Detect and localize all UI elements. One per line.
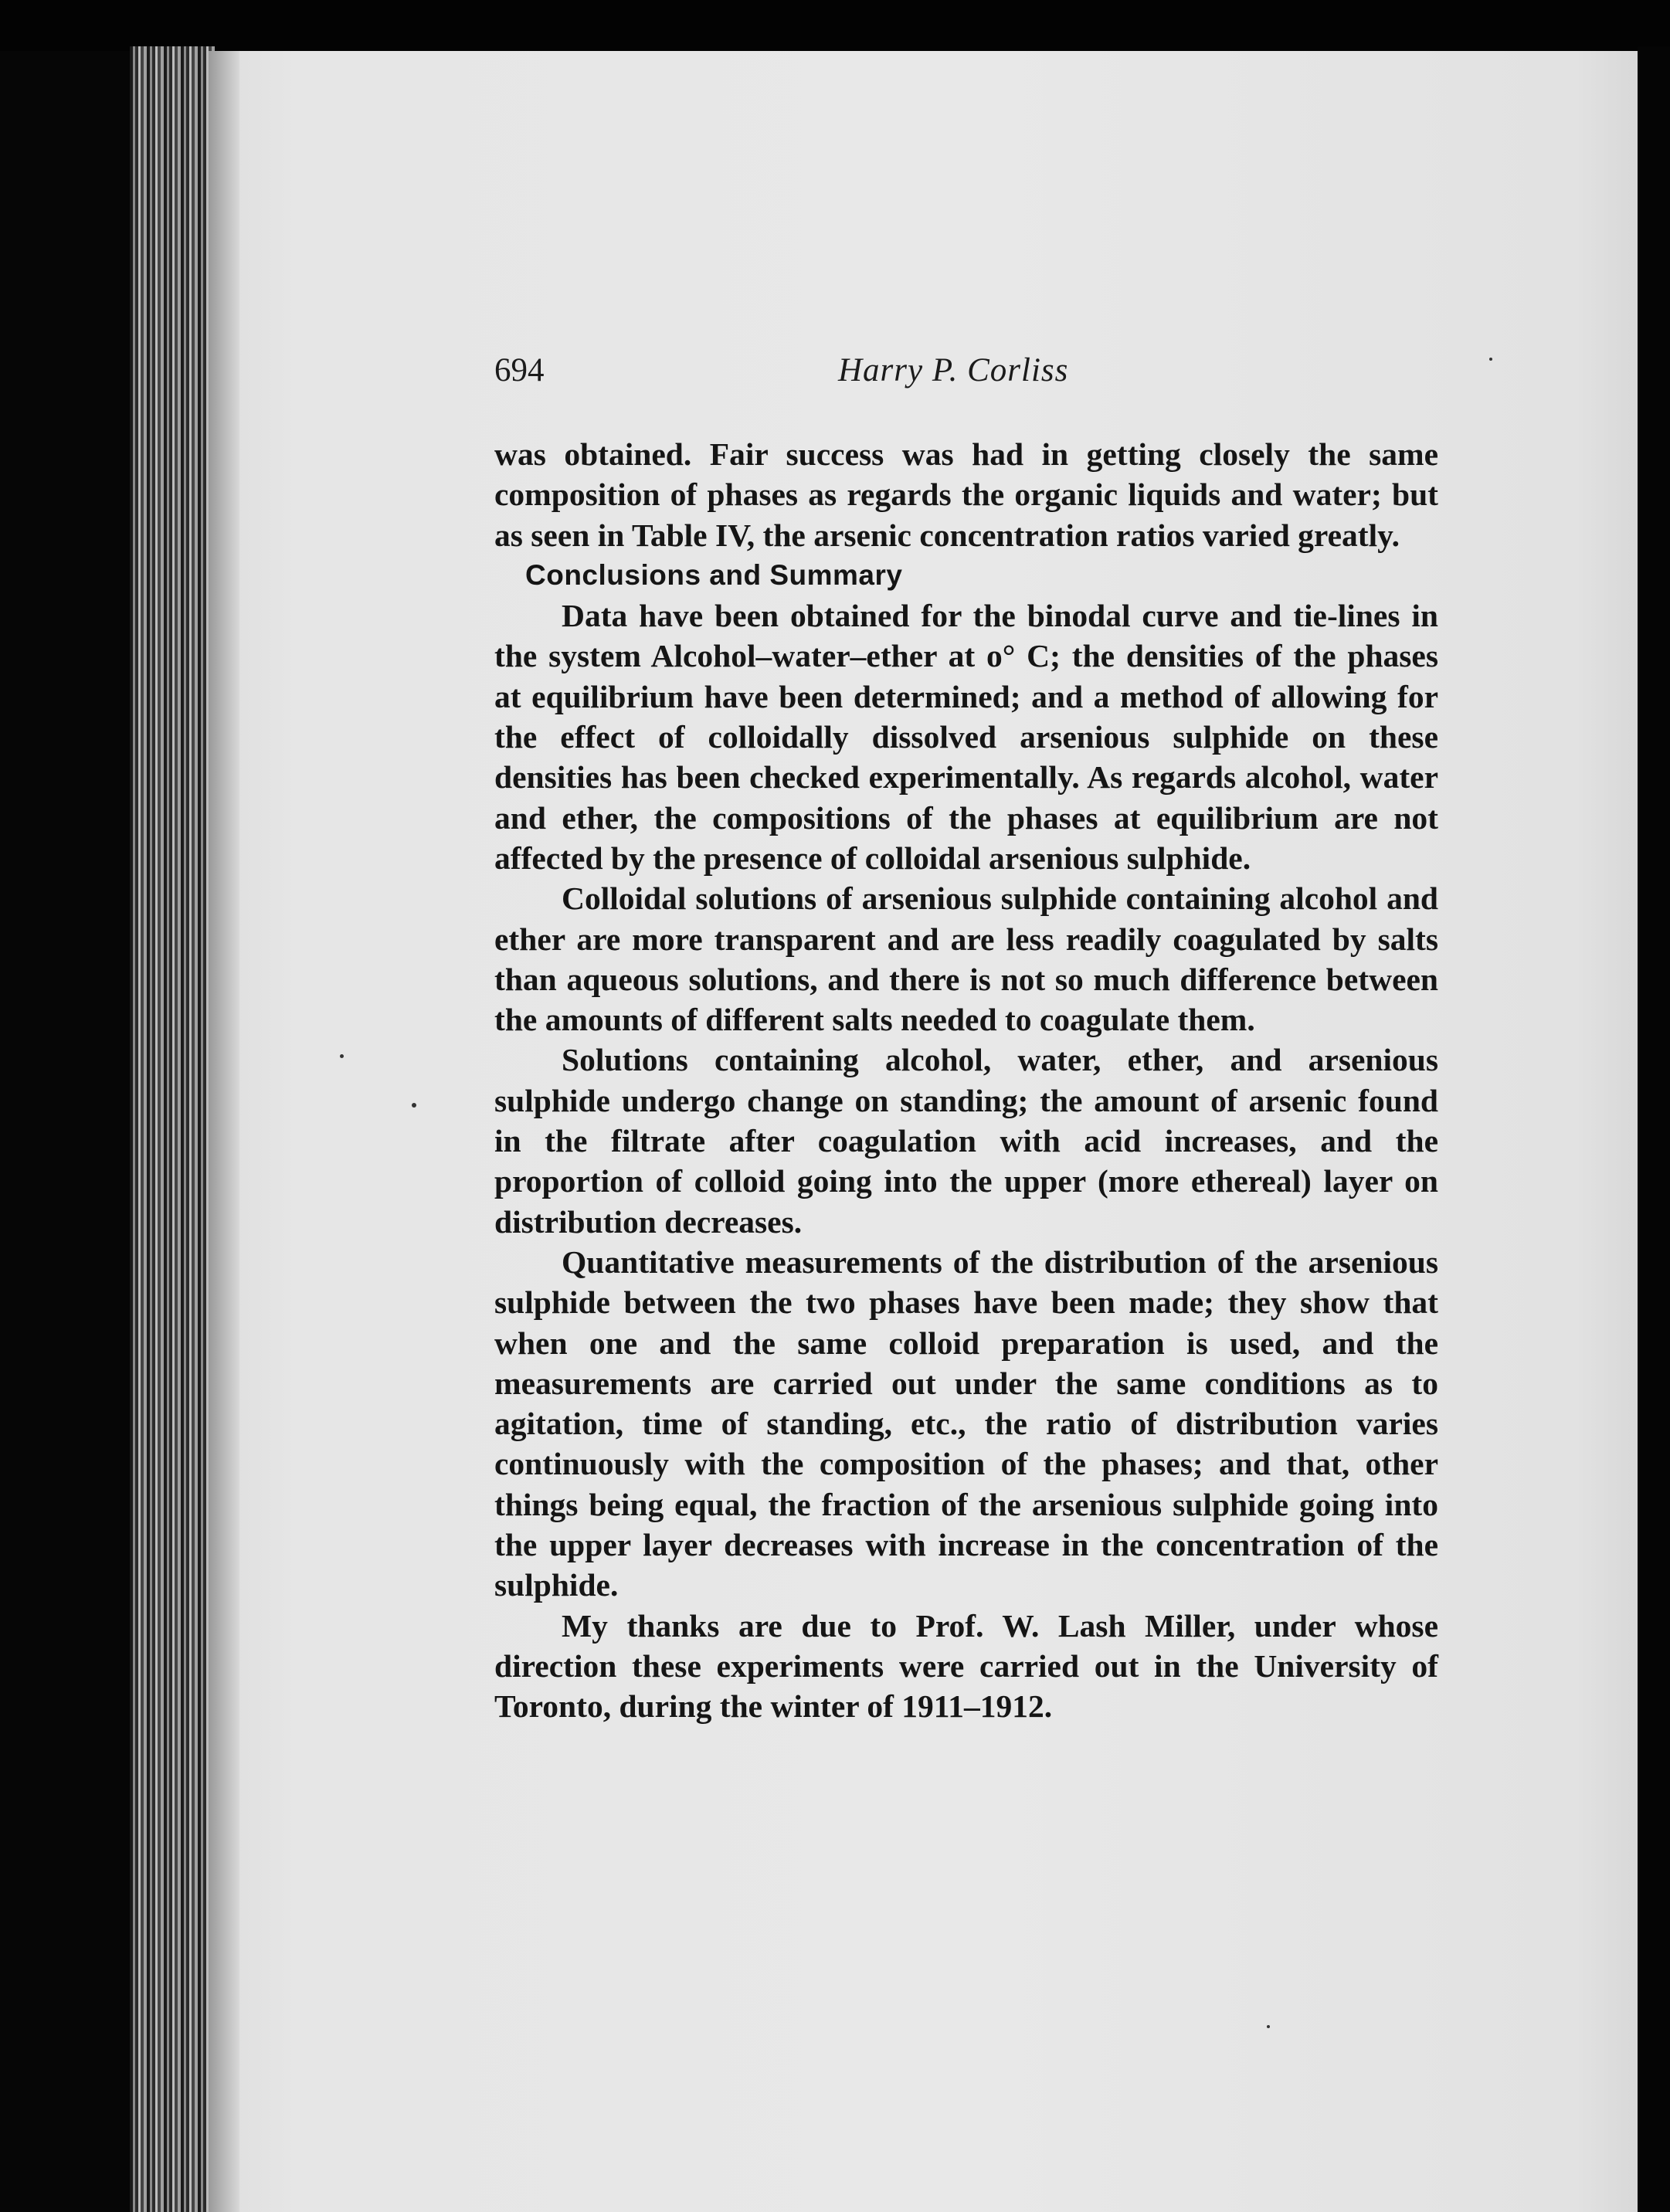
paragraph: Quantitative measurements of the distribution of the arsenious sulphide between the two phases have been made; they show that when one and the same colloid preparation is used, and the measurements are carried out under the same conditions as to agitation, time of standing, etc., the ratio of distribution varies continuously with the composition of the phases; and that, other things being equal, the fraction of the arsenious sulphide going into the upper layer decreases with increase in the concentration of the sulphide. bbox=[494, 1243, 1438, 1603]
paragraph: Data have been obtained for the binodal curve and tie-lines in the system Alcohol–water–ether at o° C; the densities of the phases at equilibrium have been determined; and a method of allowing for the effect of colloidally dissolved arsenious sulphide on these densities has been checked experimentally. As regards alcohol, water and ether, the compositions of the phases at equilibrium are not affected by the presence of colloidal arsenious sulphide. bbox=[494, 598, 1438, 876]
dust-speck bbox=[1267, 2025, 1270, 2028]
running-head: Harry P. Corliss bbox=[838, 352, 1069, 388]
paragraph: My thanks are due to Prof. W. Lash Miller, under whose direction these experiments were carried out in the University of Toronto, during the winter of 1911–1912. bbox=[494, 1607, 1438, 1725]
page-body bbox=[494, 434, 1438, 1727]
page-number: 694 bbox=[494, 352, 545, 388]
paragraph: Colloidal solutions of arsenious sulphide containing alcohol and ether are more transparent and are less readily coagulated by salts than aqueous solutions, and there is not so much difference between the amounts of different salts needed to coagulate them. bbox=[494, 880, 1438, 1038]
page-header bbox=[494, 351, 1441, 398]
paragraph: Solutions containing alcohol, water, ether, and arsenious sulphide undergo change on standing; the amount of arsenic found in the filtrate after coagulation with acid increases, and the proportion of colloid going into the upper (more ethereal) layer on distribution decreases. bbox=[494, 1042, 1438, 1240]
dust-speck bbox=[340, 1054, 344, 1058]
gutter-shadow bbox=[209, 51, 239, 2212]
paragraph: was obtained. Fair success was had in getting closely the same composition of phases as regards the organic liquids and water; but as seen in Table IV, the arsenic concentration ratios varied greatly. bbox=[494, 436, 1438, 553]
dust-speck bbox=[1489, 358, 1492, 361]
section-heading: Conclusions and Summary bbox=[525, 558, 903, 591]
book-page-edges bbox=[130, 46, 215, 2212]
scan-top-border bbox=[0, 0, 1670, 51]
dust-speck bbox=[412, 1103, 416, 1108]
scan-right-border bbox=[1638, 46, 1670, 2212]
